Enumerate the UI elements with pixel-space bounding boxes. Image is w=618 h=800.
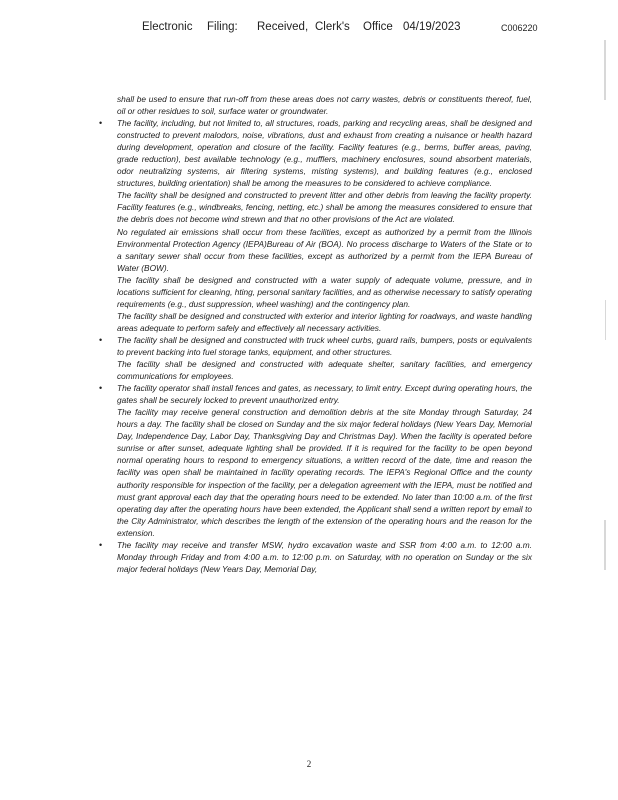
paragraph-text: The facility shall be designed and constructed with a water supply of adequate volume, pressure, and in locations sufficient for cleaning, hting, personal sanitary facilities, and as otherwise necessary to satisfy operating requirements (e.g., dust suppression, wheel washing) and the contingency plan.: [117, 274, 532, 309]
filing-header: [0, 21, 618, 37]
page-number: 2: [306, 759, 312, 769]
paragraph: [117, 406, 532, 539]
bullet-icon: •: [99, 539, 103, 550]
header-word: Clerk's: [315, 21, 350, 33]
scan-artifact: [604, 40, 606, 100]
bullet-icon: •: [99, 334, 103, 345]
paragraph-text: The facility shall be designed and constructed with truck wheel curbs, guard rails, bumpers, posts or equivalents to prevent backing into fuel storage tanks, equipment, and other structures.: [117, 334, 532, 357]
bullet-paragraph: [99, 539, 532, 575]
paragraph-text: The facility shall be designed and constructed with exterior and interior lighting for roadways, and waste handling areas adequate to perform safely and effectively all necessary activities.: [117, 310, 532, 333]
paragraph: [117, 226, 532, 274]
paragraph-text: The facility shall be designed and constructed with adequate shelter, sanitary facilities, and emergency communications for employees.: [117, 359, 532, 382]
bullet-paragraph: [99, 382, 532, 406]
paragraph: [117, 274, 532, 310]
paragraph-text: The facility operator shall install fences and gates, as necessary, to limit entry. Except during operating hours, the gates shall be securely locked to prevent unauthorized entry.: [117, 383, 532, 406]
paragraph-text: shall be used to ensure that run-off from these areas does not carry wastes, debris or constituents thereof, fuel, oil or other residues to soil, surface water or groundwater.: [117, 94, 532, 117]
paragraph-text: The facility may receive and transfer MSW, hydro excavation waste and SSR from 4:00 a.m. to 12:00 a.m. Monday through Friday and from 4:00 a.m. to 12:00 p.m. on Saturday, with no operation on Sunday or the six major federal holidays (New Years Day, Memorial Day,: [117, 539, 532, 574]
paragraph: [117, 93, 532, 117]
paragraph-text: The facility may receive general construction and demolition debris at the site Monday through Saturday, 24 hours a day. The facility shall be closed on Sunday and the six major federal holidays (New Years Day, Memorial Day, Independence Day, Labor Day, Thanksgiving Day and Christmas Day). When the facility is operated before sunrise or after sunset, adequate lighting shall be provided. If it is required for the facility to be open beyond normal operating hours to respond to emergency situations, a written record of the date, time and reason the facility was open shall be maintained in facility operating records. The IEPA's Regional Office and the county authority responsible for inspection of the facility, per a delegation agreement with the IEPA, must be notified and must grant approval each day that the operating hours need to be extended. No later than 10:00 a.m. of the first operating day after the operating hours have been extended, the Applicant shall send a written report by email to the City Administrator, which describes the length of the extension of the operating hours and the reason for the extension.: [117, 407, 532, 538]
paragraph-text: The facility, including, but not limited to, all structures, roads, parking and recycling areas, shall be designed and constructed to prevent malodors, noise, vibrations, dust and exhaust from creating a nuisance or health hazard during development, operation and closure of the facility. Facility features (e.g., berms, buffer areas, paving, grade reduction), best available technology (e.g., mufflers, machinery enclosures, sound absorbent materials, odor neutralizing systems, air filtering systems, misting systems), and building features (e.g., enclosed structures, building orientation) shall be among the measures to be considered to achieve compliance.: [117, 118, 532, 189]
scan-artifact: [604, 520, 606, 570]
scan-artifact: [605, 300, 606, 340]
bullet-icon: •: [99, 383, 103, 394]
paragraph-text: No regulated air emissions shall occur from these facilities, except as authorized by a permit from the Illinois Environmental Protection Agency (IEPA)Bureau of Air (BOA). No process discharge to Waters of the State or to a sanitary sewer shall occur from these facilities, except as authorized by a permit from the IEPA Bureau of Water (BOW).: [117, 226, 532, 273]
bullet-paragraph: [99, 334, 532, 358]
document-code: C006220: [501, 23, 538, 33]
paragraph: [117, 189, 532, 225]
paragraph-text: The facility shall be designed and constructed to prevent litter and other debris from leaving the facility property. Facility features (e.g., windbreaks, fencing, netting, etc.) shall be among the measures considered to ensure that the debris does not become wind strewn and that no other provisions of the Act are violated.: [117, 190, 532, 225]
filing-date: 04/19/2023: [403, 21, 461, 33]
paragraph: [117, 358, 532, 382]
header-word: Filing:: [207, 21, 238, 33]
bullet-paragraph: [99, 117, 532, 189]
header-word: Office: [363, 21, 393, 33]
bullet-icon: •: [99, 118, 103, 129]
header-word: Received,: [257, 21, 309, 33]
paragraph: [117, 310, 532, 334]
document-body: [99, 93, 532, 575]
header-word: Electronic: [142, 21, 193, 33]
